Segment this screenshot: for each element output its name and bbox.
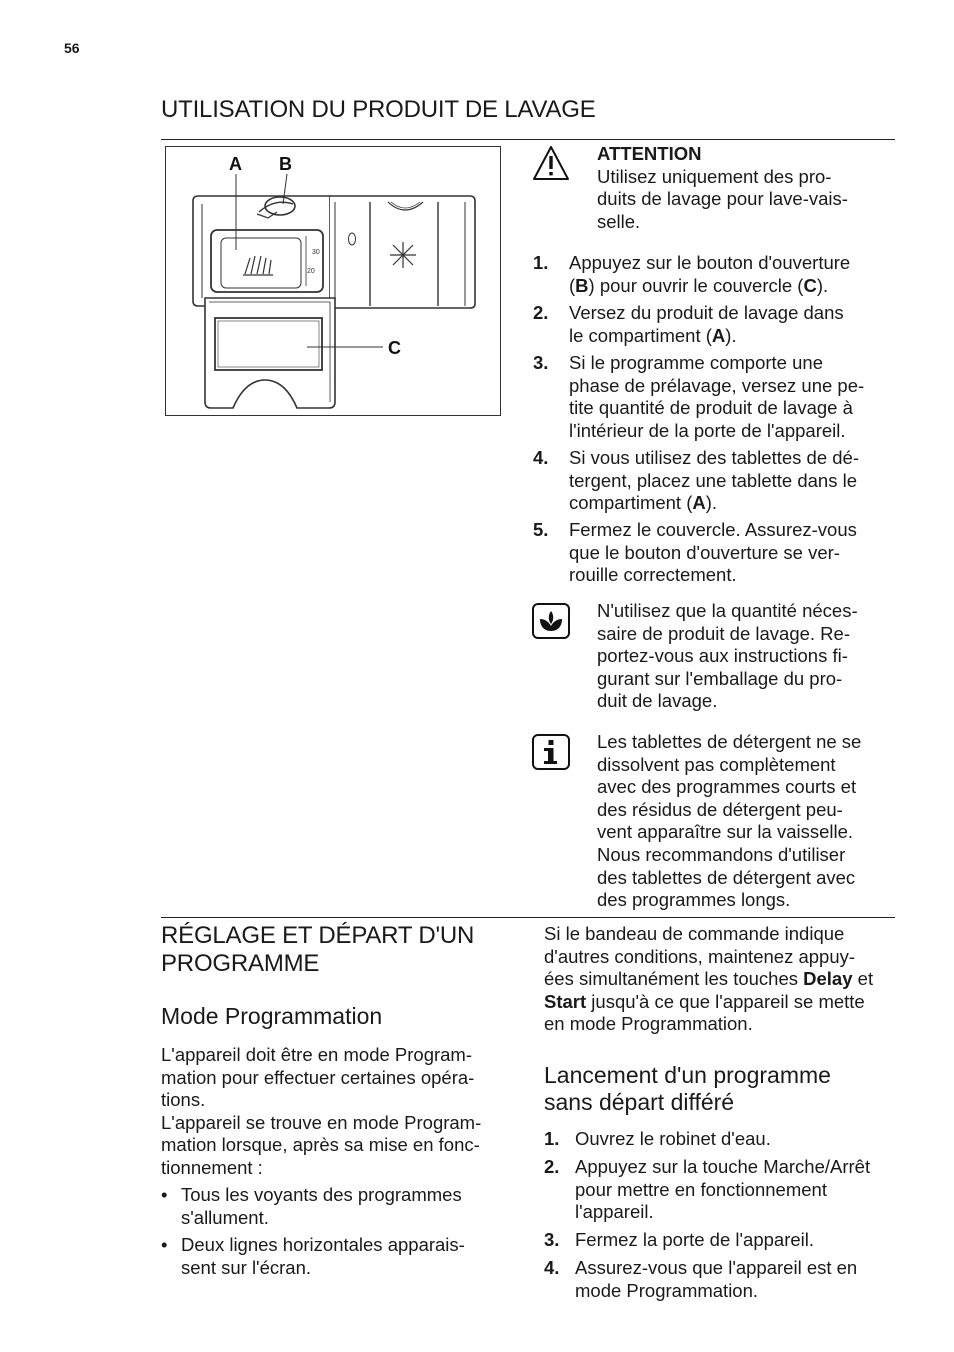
environment-note [597,600,858,713]
text-run: ). [725,324,737,346]
attention-line: duits de lavage pour lave-vais- [597,188,848,210]
bullet-line: Tous les voyants des programmes [181,1184,462,1205]
environment-note-line: duit de lavage. [597,690,718,712]
environment-icon [531,602,571,640]
bullet-line: s'allument. [181,1206,269,1228]
info-note-line: des résidus de détergent peu- [597,798,843,820]
step-number: 5. [533,519,549,540]
text-run: rouille correctement. [569,564,737,586]
step-line [569,275,850,298]
step-line [569,564,857,587]
warning-icon [531,144,571,182]
section-title-programme [161,922,474,978]
info-note-line: vent apparaître sur la vaisselle. [597,821,854,843]
bold-text: C [803,274,817,296]
step-number: 4. [533,447,549,468]
text-run: et [852,968,874,990]
attention-line: selle. [597,210,641,232]
text-run: en mode Programmation. [544,1013,753,1035]
launch-heading-line: Lancement d'un programme [544,1062,831,1088]
rinse-aid-symbol-icon [390,242,416,268]
step-line [569,420,864,443]
text-run: ) pour ouvrir le couvercle ( [588,274,804,296]
control-panel-paragraph [544,923,873,1036]
bold-text: A [711,324,726,346]
info-note-line: des programmes longs. [597,889,791,911]
step-line [569,492,859,515]
mode-paragraph-line: tionnement : [161,1156,263,1178]
text-run: Versez du produit de lavage dans [569,302,844,323]
step-line [569,397,864,420]
launch-step-text [575,1128,771,1151]
attention-block [597,143,848,233]
attention-line: Utilisez uniquement des pro- [597,165,832,187]
bold-text: Delay [803,968,853,990]
step-line [569,352,864,375]
info-note-line: avec des programmes courts et [597,776,857,798]
text-run: ( [569,274,576,296]
step-text [569,519,857,587]
scale-20-label: 20 [307,268,315,275]
step-number: 3. [533,352,549,373]
text-run: l'intérieur de la porte de l'appareil. [569,419,846,441]
text-run: ). [705,492,718,514]
mode-paragraph-line: mation pour effectuer certaines opéra- [161,1066,475,1088]
environment-note-line: gurant sur l'emballage du pro- [597,667,843,689]
text-run: jusqu'à ce que l'appareil se mette [586,990,865,1012]
launch-step-number: 3. [544,1229,560,1250]
info-icon [531,733,571,771]
mode-heading: Mode Programmation [161,1003,383,1029]
info-note-line: dissolvent pas complètement [597,753,836,775]
text-run: Si vous utilisez des tablettes de dé- [569,447,859,468]
section-divider-top [161,139,895,140]
bullet-line: sent sur l'écran. [181,1256,312,1278]
control-panel-paragraph-line [544,991,873,1014]
launch-step-line: Appuyez sur la touche Marche/Arrêt [575,1156,871,1177]
bold-text: Start [544,990,587,1012]
dispenser-figure [165,146,501,416]
control-panel-paragraph-line [544,968,873,991]
text-run: ). [816,274,829,296]
info-note-line: Nous recommandons d'utiliser [597,843,846,865]
step-number: 2. [533,302,549,323]
launch-step-text [575,1229,814,1252]
info-note-line: Les tablettes de détergent ne se [597,731,862,752]
text-run: Si le bandeau de commande indique [544,923,845,944]
text-run: le compartiment ( [569,324,712,346]
step-number: 1. [533,252,549,273]
launch-step-line: Ouvrez le robinet d'eau. [575,1128,771,1149]
page-number: 56 [64,40,80,56]
text-run: que le bouton d'ouverture se ver- [569,541,840,563]
launch-step-line: mode Programmation. [575,1279,759,1301]
text-run: Si le programme comporte une [569,352,823,373]
figure-label-b: B [279,154,292,174]
step-line [569,375,864,398]
step-line [569,252,850,275]
section-title-line: RÉGLAGE ET DÉPART D'UN [161,922,475,949]
control-panel-paragraph-line [544,1013,873,1036]
launch-step-number: 1. [544,1128,560,1149]
text-run: compartiment ( [569,492,693,514]
section-title-line: PROGRAMME [161,950,320,977]
mode-paragraph-line: tions. [161,1089,206,1111]
dispenser-illustration [165,146,501,416]
section-title-detergent: UTILISATION DU PRODUIT DE LAVAGE [161,96,596,123]
text-run: tite quantité de produit de lavage à [569,397,853,419]
environment-note-line: N'utilisez que la quantité néces- [597,600,858,621]
environment-note-line: portez-vous aux instructions fi- [597,645,848,667]
step-text [569,302,844,347]
step-line [569,447,859,470]
mode-paragraph-line: mation lorsque, après sa mise en fonc- [161,1134,480,1156]
text-run: d'autres conditions, maintenez appuy- [544,945,856,967]
launch-step-line: l'appareil. [575,1201,654,1223]
mode-paragraph [161,1044,481,1180]
mode-paragraph-line: L'appareil doit être en mode Program- [161,1044,473,1065]
step-line [569,325,844,348]
launch-step-text [575,1156,870,1224]
bold-text: B [575,274,589,296]
attention-title: ATTENTION [597,143,702,164]
launch-step-number: 2. [544,1156,560,1177]
launch-heading [544,1062,831,1116]
step-line [569,302,844,325]
launch-step-line: Fermez la porte de l'appareil. [575,1229,815,1250]
bullet-line: Deux lignes horizontales apparais- [181,1234,465,1255]
bold-text: A [692,492,706,514]
launch-heading-line: sans départ différé [544,1089,735,1115]
launch-step-line: pour mettre en fonctionnement [575,1178,827,1200]
figure-label-c: C [388,338,401,358]
text-run: Appuyez sur le bouton d'ouverture [569,252,851,273]
text-run: Fermez le couvercle. Assurez-vous [569,519,857,540]
step-line [569,470,859,493]
bullet-dot: • [161,1234,168,1255]
step-line [569,542,857,565]
step-text [569,447,859,515]
mode-paragraph-line: L'appareil se trouve en mode Program- [161,1111,482,1133]
launch-step-line: Assurez-vous que l'appareil est en [575,1257,858,1278]
launch-step-number: 4. [544,1257,560,1278]
control-panel-paragraph-line [544,923,873,946]
section-divider-middle [161,917,895,918]
text-run: phase de prélavage, versez une pe- [569,374,865,396]
info-note [597,731,861,912]
control-panel-paragraph-line [544,946,873,969]
step-line [569,519,857,542]
environment-note-line: saire de produit de lavage. Re- [597,622,850,644]
step-text [569,352,864,442]
scale-30-label: 30 [312,249,320,256]
text-run: tergent, placez une tablette dans le [569,469,857,491]
text-run: ées simultanément les touches [544,968,804,990]
info-note-line: des tablettes de détergent avec [597,866,856,888]
launch-step-text [575,1257,857,1302]
step-text [569,252,850,297]
bullet-dot: • [161,1184,168,1205]
figure-label-a: A [229,154,242,174]
